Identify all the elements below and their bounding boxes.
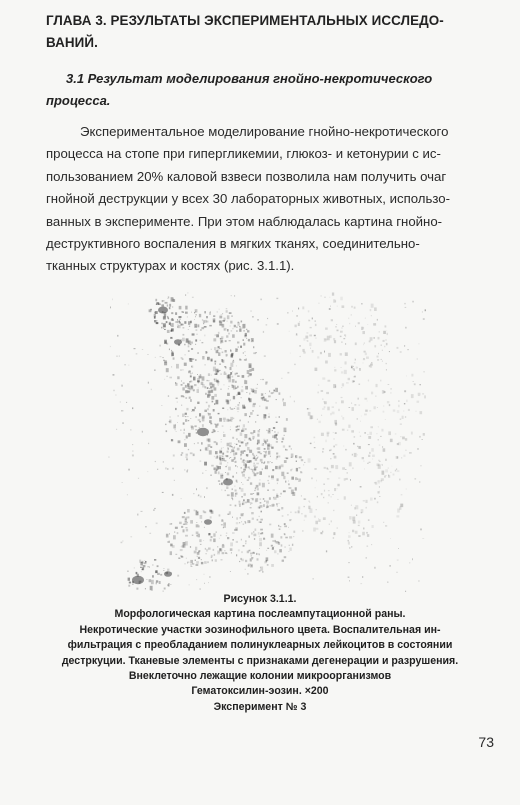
caption-line: Некротические участки эозинофильного цвета. Воспалительная ин-: [79, 623, 441, 636]
figure-caption: [28, 592, 492, 715]
chapter-title: [46, 10, 482, 54]
caption-line: фильтрация с преобладанием полинуклеарных лейкоцитов в состоянии: [67, 639, 453, 652]
paragraph-line: пользованием 20% каловой взвеси позволила нам получить очаг: [46, 168, 447, 184]
paragraph-line: деструктивного воспаления в мягких тканях, соединительно-: [46, 236, 420, 252]
paragraph-line: тканных структурах и костях (рис. 3.1.1).: [46, 258, 295, 274]
chapter-title-line-2: ВАНИЙ.: [46, 35, 98, 50]
section-title-line-1: 3.1 Результат моделирования гнойно-некротического: [66, 71, 433, 86]
page-number: 73: [478, 734, 494, 750]
body-paragraph: [46, 121, 474, 278]
caption-line: Внеклеточно лежащие колонии микроорганизмов: [128, 670, 392, 683]
micrograph-image: [108, 292, 426, 592]
chapter-title-line-1: ГЛАВА 3. РЕЗУЛЬТАТЫ ЭКСПЕРИМЕНТАЛЬНЫХ ИССЛЕДО-: [46, 13, 444, 28]
caption-line: Морфологическая картина послеампутационной раны.: [114, 608, 406, 621]
paragraph-line: Экспериментальное моделирование гнойно-некротического: [80, 124, 449, 139]
paragraph-line: гнойной деструкции у всех 30 лабораторных животных, использо-: [46, 191, 450, 207]
caption-line: Гематоксилин-эозин. ×200: [191, 685, 329, 698]
paragraph-line: ванных в эксперименте. При этом наблюдалась картина гнойно-: [46, 213, 443, 229]
paragraph-line: процесса на стопе при гипергликемии, глюкоз- и кетонурии с ис-: [46, 146, 441, 162]
figure-micrograph: [108, 292, 426, 592]
caption-line: Эксперимент № 3: [213, 700, 307, 713]
caption-line: Рисунок 3.1.1.: [223, 593, 297, 605]
section-title: [46, 68, 482, 112]
caption-line: дестркуции. Тканевые элементы с признаками дегенерации и разрушения.: [61, 654, 459, 667]
section-title-line-2: процесса.: [46, 93, 111, 108]
